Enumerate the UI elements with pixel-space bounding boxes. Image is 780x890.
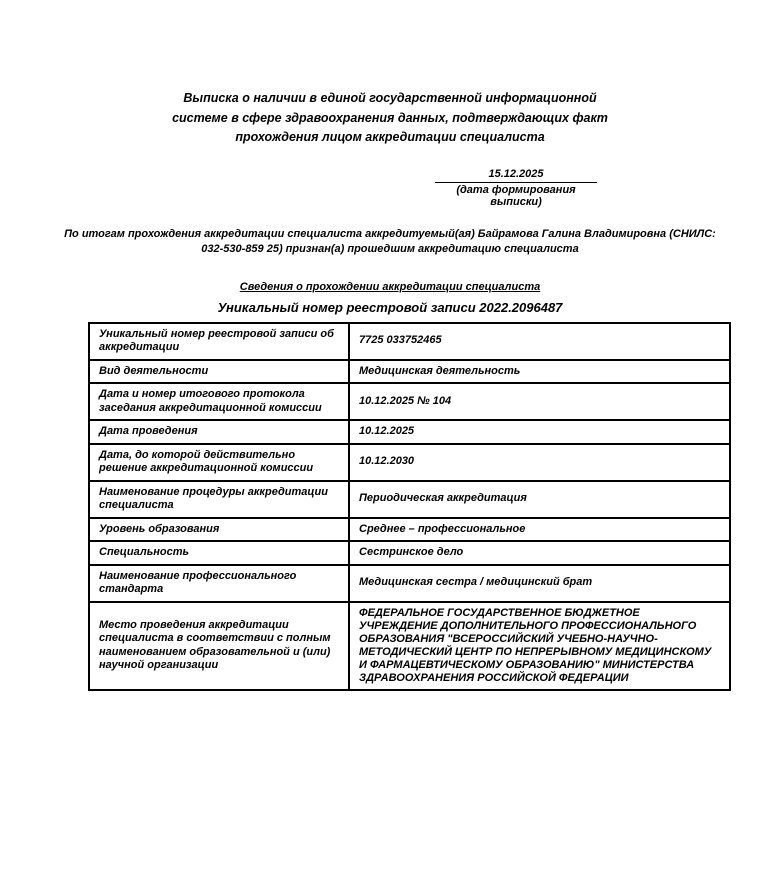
extract-date-caption: (дата формирования выписки) — [456, 183, 576, 208]
row-value-venue: ФЕДЕРАЛЬНОЕ ГОСУДАРСТВЕННОЕ БЮДЖЕТНОЕ УЧРЕЖДЕНИЕ ДОПОЛНИТЕЛЬНОГО ПРОФЕССИОНАЛЬНОГО ОБРАЗОВАНИЯ "ВСЕРОССИЙСКИЙ УЧЕБНО-НАУЧНО-МЕТОДИЧЕСКИЙ ЦЕНТР ПО НЕПРЕРЫВНОМУ МЕДИЦИНСКОМУ И ФАРМАЦЕВТИЧЕСКОМУ ОБРАЗОВАНИЮ" МИНИСТЕРСТВА ЗДРАВООХРАНЕНИЯ РОССИЙСКОЙ ФЕДЕРАЦИИ — [349, 602, 730, 690]
table-row — [89, 360, 730, 384]
row-value-procedure-name: Периодическая аккредитация — [349, 481, 730, 518]
table-row — [89, 444, 730, 481]
row-value-specialty: Сестринское дело — [349, 541, 730, 565]
row-label-procedure-name: Наименование процедуры аккредитации специалиста — [89, 481, 349, 518]
row-value-valid-until: 10.12.2030 — [349, 444, 730, 481]
row-value-activity-type: Медицинская деятельность — [349, 360, 730, 384]
row-value-prof-standard: Медицинская сестра / медицинский брат — [349, 565, 730, 602]
table-row — [89, 323, 730, 360]
document-title: Выписка о наличии в единой государственной информационной системе в сфере здравоохранения данных, подтверждающих факт прохождения лицом аккредитации специалиста — [172, 91, 608, 144]
row-label-date-held: Дата проведения — [89, 420, 349, 444]
row-label-registry-number: Уникальный номер реестровой записи об аккредитации — [89, 323, 349, 360]
row-label-protocol: Дата и номер итогового протокола заседания аккредитационной комиссии — [89, 383, 349, 420]
table-row — [89, 602, 730, 690]
row-value-education-level: Среднее – профессиональное — [349, 518, 730, 542]
row-label-education-level: Уровень образования — [89, 518, 349, 542]
extract-date-block — [435, 168, 597, 208]
table-row — [89, 565, 730, 602]
registry-number-line: Уникальный номер реестровой записи 2022.2096487 — [217, 299, 563, 315]
extract-date: 15.12.2025 — [435, 168, 597, 183]
row-label-specialty: Специальность — [89, 541, 349, 565]
table-row — [89, 481, 730, 518]
row-value-protocol: 10.12.2025 № 104 — [349, 383, 730, 420]
row-label-venue: Место проведения аккредитации специалиста в соответствии с полным наименованием образовательной и (или) научной организации — [89, 602, 349, 690]
row-label-activity-type: Вид деятельности — [89, 360, 349, 384]
row-label-valid-until: Дата, до которой действительно решение аккредитационной комиссии — [89, 444, 349, 481]
row-label-prof-standard: Наименование профессионального стандарта — [89, 565, 349, 602]
row-value-date-held: 10.12.2025 — [349, 420, 730, 444]
accreditation-table — [88, 322, 731, 691]
intro-paragraph: По итогам прохождения аккредитации специалиста аккредитуемый(ая) Байрамова Галина Владимировна (СНИЛС: 032-530-859 25) признан(а) прошедшим аккредитацию специалиста — [64, 227, 716, 255]
section-heading: Сведения о прохождении аккредитации специалиста — [239, 280, 541, 293]
table-row — [89, 420, 730, 444]
table-row — [89, 383, 730, 420]
row-value-registry-number: 7725 033752465 — [349, 323, 730, 360]
table-row — [89, 518, 730, 542]
table-row — [89, 541, 730, 565]
